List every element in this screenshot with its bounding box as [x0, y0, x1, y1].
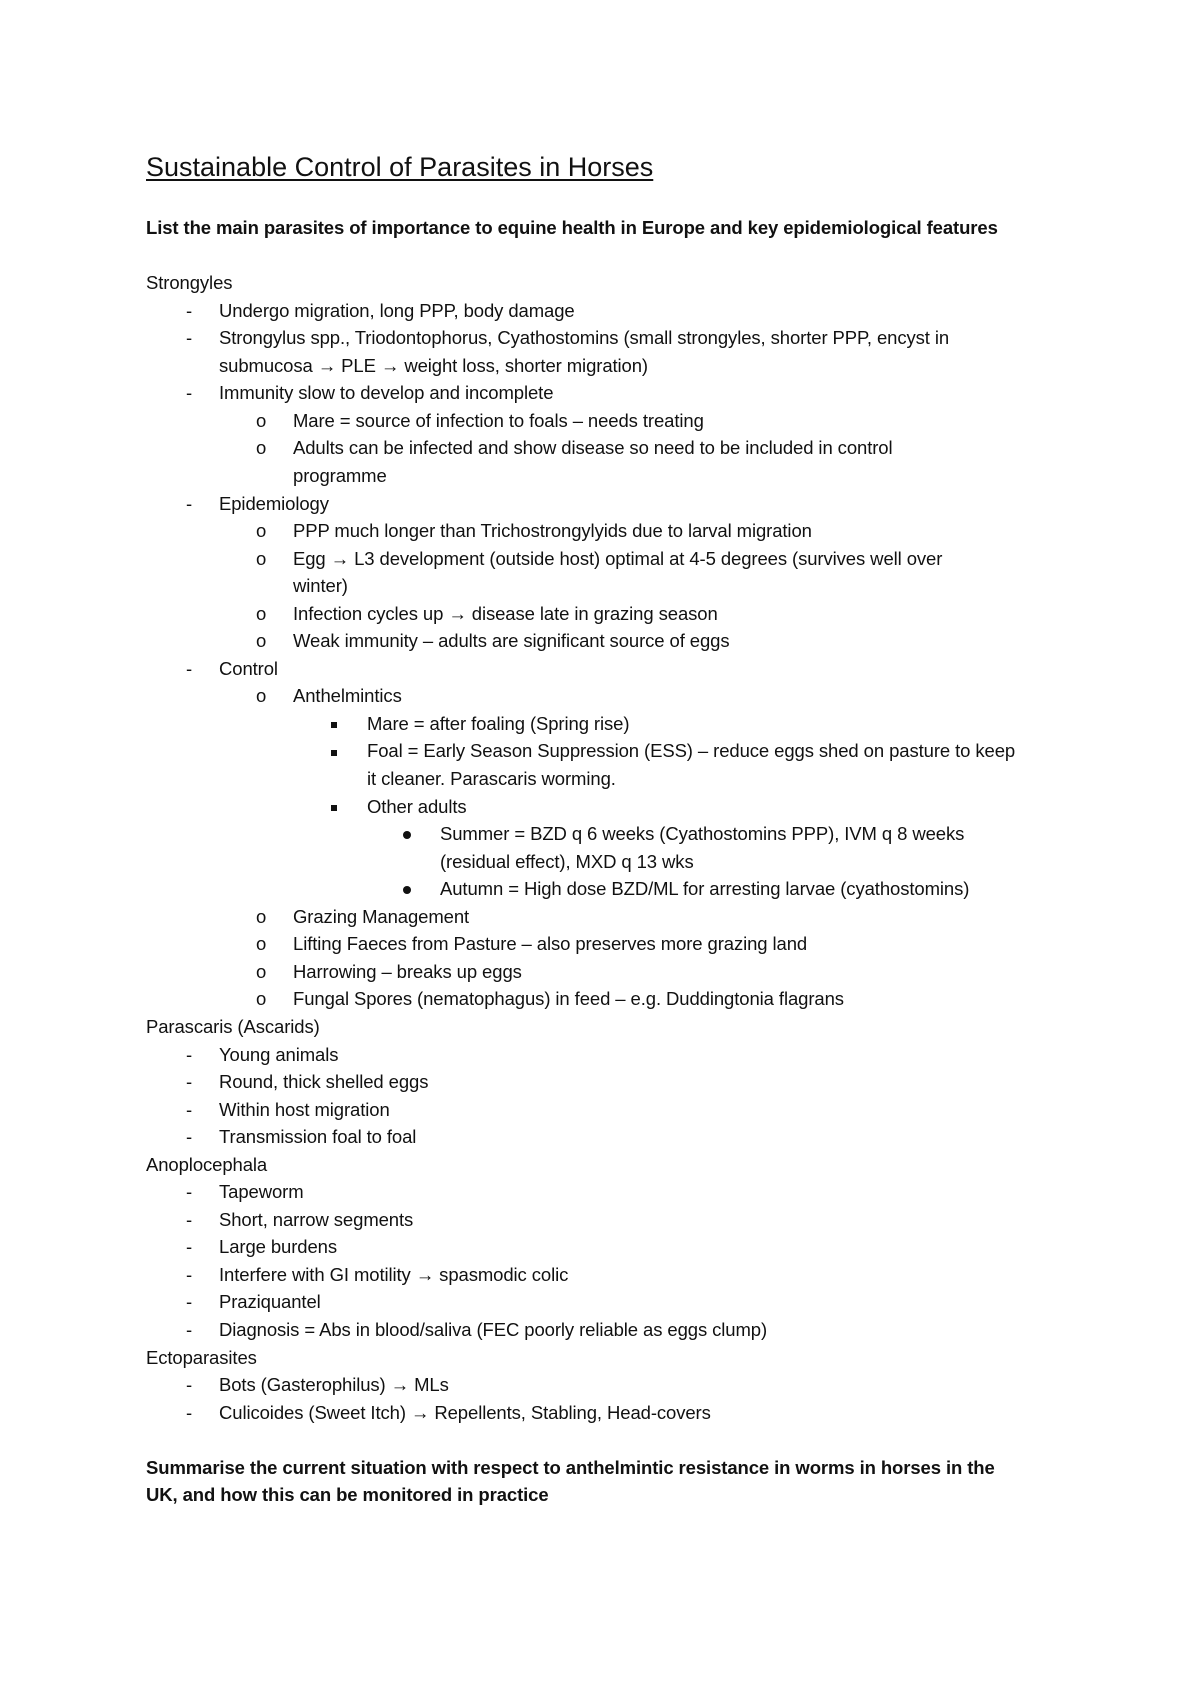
line-text: Tapeworm	[219, 1181, 304, 1203]
dash-bullet-icon: -	[186, 299, 193, 321]
line-text: Harrowing – breaks up eggs	[293, 960, 522, 982]
line-text: Summer = BZD q 6 weeks (Cyathostomins PPP), IVM q 8 weeks	[440, 823, 965, 845]
circle-bullet-icon: o	[256, 520, 267, 542]
line-text: Grazing Management	[293, 905, 470, 927]
line-text: Foal = Early Season Suppression (ESS) – reduce eggs shed on pasture to keep	[367, 740, 1016, 762]
line-text: Parascaris (Ascarids)	[146, 1015, 320, 1037]
line-text: Summarise the current situation with respect to anthelmintic resistance in worms in horses in the	[146, 1456, 995, 1478]
line-text: Culicoides (Sweet Itch) → Repellents, Stabling, Head-covers	[219, 1401, 711, 1423]
line-text: Strongylus spp., Triodontophorus, Cyathostomins (small strongyles, shorter PPP, encyst in	[219, 327, 950, 349]
square-bullet-icon	[331, 712, 337, 736]
dash-bullet-icon: -	[186, 657, 193, 679]
line-text: Adults can be infected and show disease so need to be included in control	[293, 437, 893, 459]
circle-bullet-icon: o	[256, 409, 267, 431]
circle-bullet-icon: o	[256, 905, 267, 927]
line-text: Short, narrow segments	[219, 1208, 414, 1230]
dash-bullet-icon: -	[186, 1374, 193, 1396]
line-text: (residual effect), MXD q 13 wks	[440, 850, 694, 872]
circle-bullet-icon: o	[256, 933, 267, 955]
square-bullet-icon	[331, 739, 337, 763]
dash-bullet-icon: -	[186, 1319, 193, 1340]
line-text: Immunity slow to develop and incomplete	[219, 382, 554, 404]
line-text: Autumn = High dose BZD/ML for arresting larvae (cyathostomins)	[440, 878, 970, 900]
circle-bullet-icon: o	[256, 602, 267, 624]
dash-bullet-icon: -	[186, 1263, 193, 1285]
line-text: Strongyles	[146, 272, 233, 294]
dash-bullet-icon: -	[186, 1181, 193, 1203]
circle-bullet-icon: o	[256, 685, 267, 707]
circle-bullet-icon: o	[256, 437, 267, 459]
document-title: Sustainable Control of Parasites in Horses	[146, 152, 654, 182]
line-text: Mare = after foaling (Spring rise)	[367, 712, 630, 734]
line-text: submucosa → PLE → weight loss, shorter migration)	[219, 354, 648, 376]
line-text: Praziquantel	[219, 1291, 321, 1313]
dash-bullet-icon: -	[186, 1291, 193, 1313]
line-text: it cleaner. Parascaris worming.	[367, 768, 616, 789]
dash-bullet-icon: -	[186, 1208, 193, 1230]
dash-bullet-icon: -	[186, 1071, 193, 1093]
line-text: UK, and how this can be monitored in practice	[146, 1484, 549, 1506]
dash-bullet-icon: -	[186, 1043, 193, 1065]
circle-bullet-icon: o	[256, 547, 267, 569]
line-text: Weak immunity – adults are significant source of eggs	[293, 630, 730, 652]
dash-bullet-icon: -	[186, 492, 193, 514]
square-bullet-icon	[331, 795, 337, 819]
line-text: Bots (Gasterophilus) → MLs	[219, 1374, 449, 1396]
line-text: Lifting Faeces from Pasture – also preserves more grazing land	[293, 933, 808, 955]
line-text: List the main parasites of importance to equine health in Europe and key epidemiological features	[146, 217, 998, 238]
line-text: Fungal Spores (nematophagus) in feed – e.g. Duddingtonia flagrans	[293, 988, 844, 1010]
line-text: Ectoparasites	[146, 1346, 257, 1368]
line-text: Anthelmintics	[293, 685, 402, 707]
line-text: winter)	[293, 575, 348, 597]
line-text: Control	[219, 657, 278, 679]
line-text: Infection cycles up → disease late in grazing season	[293, 602, 718, 624]
line-text: Transmission foal to foal	[219, 1126, 417, 1148]
dot-bullet-icon	[403, 877, 411, 901]
dash-bullet-icon: -	[186, 1236, 193, 1258]
dash-bullet-icon: -	[186, 382, 193, 404]
dash-bullet-icon: -	[186, 1126, 193, 1148]
line-text: Undergo migration, long PPP, body damage	[219, 299, 575, 321]
line-text: Anoplocephala	[146, 1153, 268, 1175]
line-text: Interfere with GI motility → spasmodic colic	[219, 1263, 569, 1285]
circle-bullet-icon: o	[256, 960, 267, 982]
dash-bullet-icon: -	[186, 1098, 193, 1120]
line-text: programme	[293, 464, 387, 486]
line-text: Other adults	[367, 795, 467, 817]
dot-bullet-icon	[403, 822, 411, 846]
line-text: Young animals	[219, 1043, 339, 1065]
circle-bullet-icon: o	[256, 630, 267, 652]
line-text: PPP much longer than Trichostrongylyids due to larval migration	[293, 520, 812, 542]
circle-bullet-icon: o	[256, 988, 267, 1010]
line-text: Large burdens	[219, 1236, 338, 1258]
dash-bullet-icon: -	[186, 1401, 193, 1423]
line-text: Epidemiology	[219, 492, 329, 514]
line-text: Egg → L3 development (outside host) optimal at 4-5 degrees (survives well over	[293, 547, 943, 569]
line-text: Round, thick shelled eggs	[219, 1071, 429, 1093]
line-text: Mare = source of infection to foals – needs treating	[293, 409, 704, 431]
line-text: Diagnosis = Abs in blood/saliva (FEC poorly reliable as eggs clump)	[219, 1319, 768, 1340]
line-text: Within host migration	[219, 1098, 390, 1120]
dash-bullet-icon: -	[186, 327, 193, 349]
